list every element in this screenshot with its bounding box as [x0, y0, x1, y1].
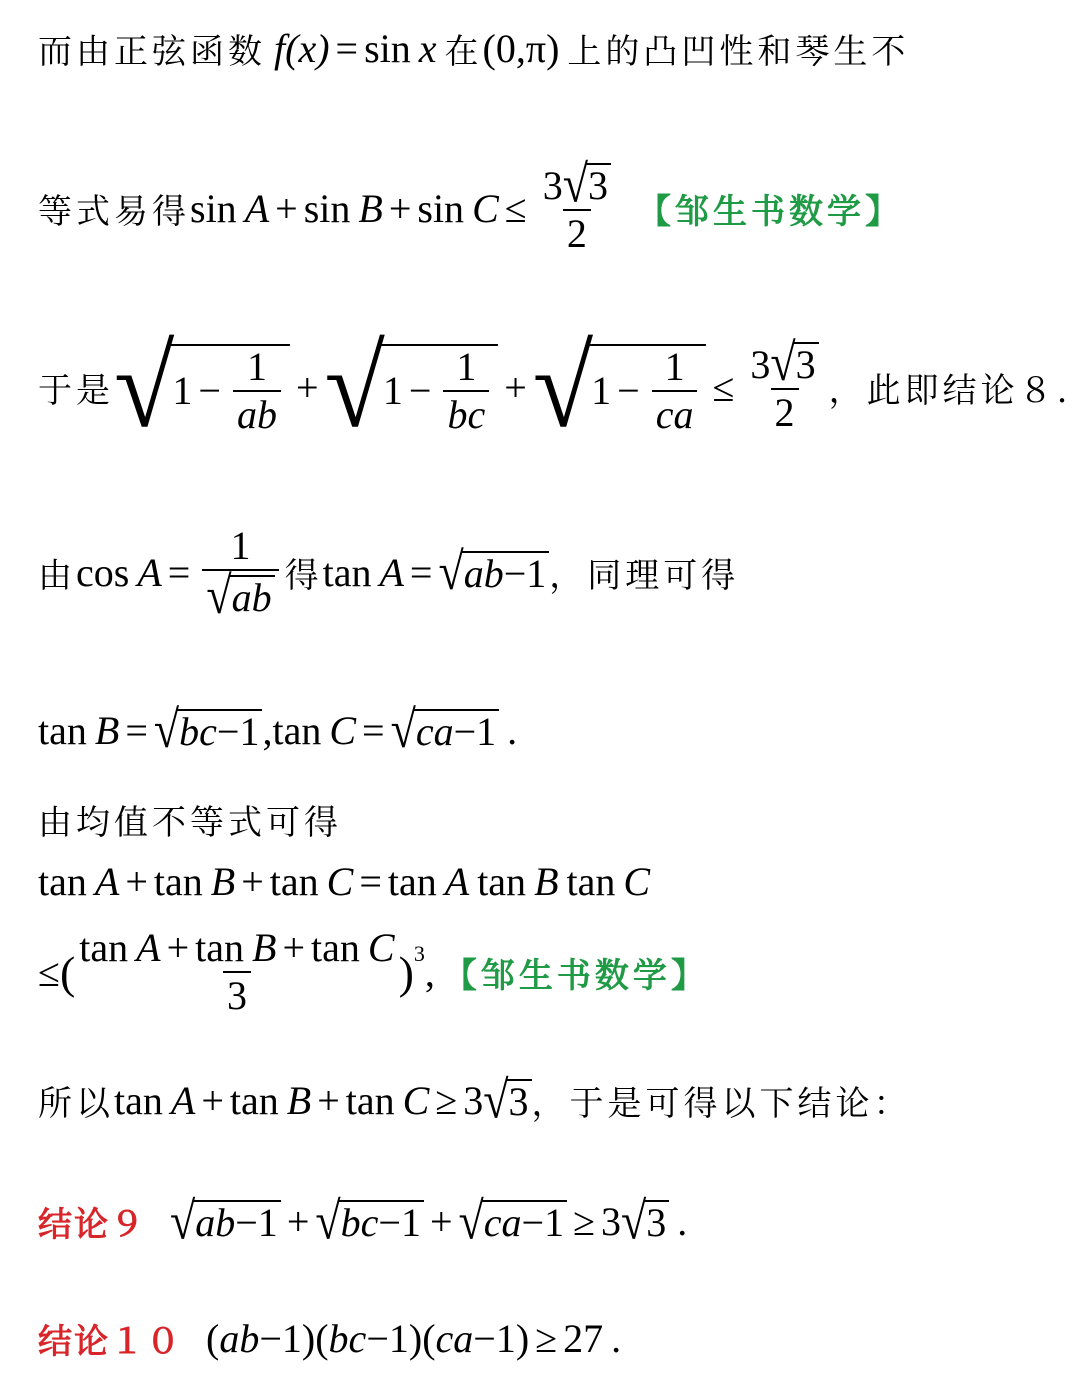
text-segment: 由	[38, 555, 76, 596]
math-var: x	[418, 25, 437, 71]
text-segment: 在	[444, 31, 483, 72]
radical: √ ab−1	[170, 1198, 281, 1244]
math-func: sin	[364, 25, 411, 71]
line-6	[38, 794, 342, 844]
math-func: sin	[417, 185, 465, 231]
math-op: ≤	[38, 949, 60, 995]
line-2	[38, 148, 903, 268]
watermark-label: 【邹生书数学】	[442, 955, 709, 996]
text-segment: 于是	[38, 370, 114, 411]
line-1	[38, 18, 909, 78]
math-op: +	[275, 185, 298, 231]
math-func: tan	[38, 707, 87, 753]
radical: √ 1 − $\frac{1}{bc}$	[325, 332, 499, 442]
fraction: tan A + tan B + tan C 3	[79, 925, 395, 1018]
line-7: tan A + tan B + tan C = tan A tan B tan C	[38, 858, 651, 904]
fraction: 3 √ 3 2	[746, 340, 822, 434]
line-9: 所以 tan A + tan B + tan C ≥ 3 √ 3 ，于是可得以下结论：	[38, 1070, 912, 1129]
coef: 3	[542, 163, 563, 208]
math-var: B	[358, 185, 383, 231]
radical: √ ab−1	[438, 549, 549, 595]
math-op: =	[167, 549, 191, 595]
line-8	[38, 912, 709, 1032]
math-op: =	[125, 707, 148, 753]
math-op: ≤	[504, 185, 527, 231]
math-paren: )	[398, 946, 414, 998]
math-var: A	[137, 549, 162, 595]
line-10: 结论９ √ ab−1 + √ bc−1 + √ ca−1 ≥ 3 √ 3 .	[38, 1191, 688, 1250]
text-segment: 由均值不等式可得	[38, 802, 342, 843]
text-segment: 上的凸凹性和琴生不	[567, 31, 910, 72]
radical: √ 1 − $\frac{1}{ca}$	[533, 332, 707, 442]
math-paren: (	[59, 946, 76, 998]
math-interval: (0,π)	[482, 25, 560, 71]
math-func: tan	[322, 549, 372, 595]
math-punct: ,	[424, 949, 435, 995]
math-func: cos	[76, 549, 130, 595]
math-op: +	[504, 364, 527, 410]
math-op: =	[335, 25, 359, 71]
math-var: C	[329, 707, 357, 753]
text-segment: 等式易得	[38, 191, 190, 232]
math-var: f	[274, 25, 286, 71]
math-op: =	[362, 707, 385, 753]
math-func: tan	[272, 707, 322, 753]
radical: √ 3	[563, 161, 611, 207]
math-var: B	[94, 707, 120, 753]
radical: √ bc−1	[154, 707, 263, 753]
line-3	[38, 322, 1071, 452]
conclusion-label: 结论１０	[38, 1321, 182, 1362]
radical: √ 1 − $\frac{1}{ab}$	[114, 332, 290, 442]
math-func: sin	[303, 185, 351, 231]
radical: √ 3	[621, 1198, 669, 1244]
exponent: 3	[413, 941, 425, 966]
math-punct: .	[507, 707, 518, 753]
math-punct: ,	[262, 707, 273, 753]
math-op: =	[409, 549, 433, 595]
fraction-denominator: 2	[563, 209, 591, 255]
math-func: sin	[190, 185, 237, 231]
line-11: 结论１０ ( ab −1) ( bc −1) ( ca −1) ≥ 27 .	[38, 1315, 622, 1362]
conclusion-label: 结论９	[38, 1204, 146, 1245]
math-var: C	[472, 185, 499, 231]
math-var: A	[379, 549, 404, 595]
text-segment: 得	[284, 555, 323, 596]
radical: √ bc−1	[315, 1198, 424, 1244]
math-op: ≤	[712, 364, 735, 410]
watermark-label: 【邹生书数学】	[636, 191, 903, 232]
fraction	[539, 154, 615, 256]
radical: √ ca−1	[391, 707, 500, 753]
line-5	[38, 698, 517, 762]
line-4	[38, 512, 739, 632]
text-segment: ，同理可得	[549, 555, 740, 596]
text-segment: ，此即结论８.	[828, 370, 1072, 411]
fraction: 1 √ ab	[202, 525, 278, 619]
radical: √ ca−1	[459, 1198, 568, 1244]
math-op: +	[388, 185, 412, 231]
math-text: (x)	[285, 25, 330, 71]
math-var: A	[244, 185, 270, 231]
math-op: +	[295, 364, 319, 410]
radical: √ 3	[483, 1077, 531, 1123]
text-segment: 而由正弦函数	[38, 31, 266, 72]
